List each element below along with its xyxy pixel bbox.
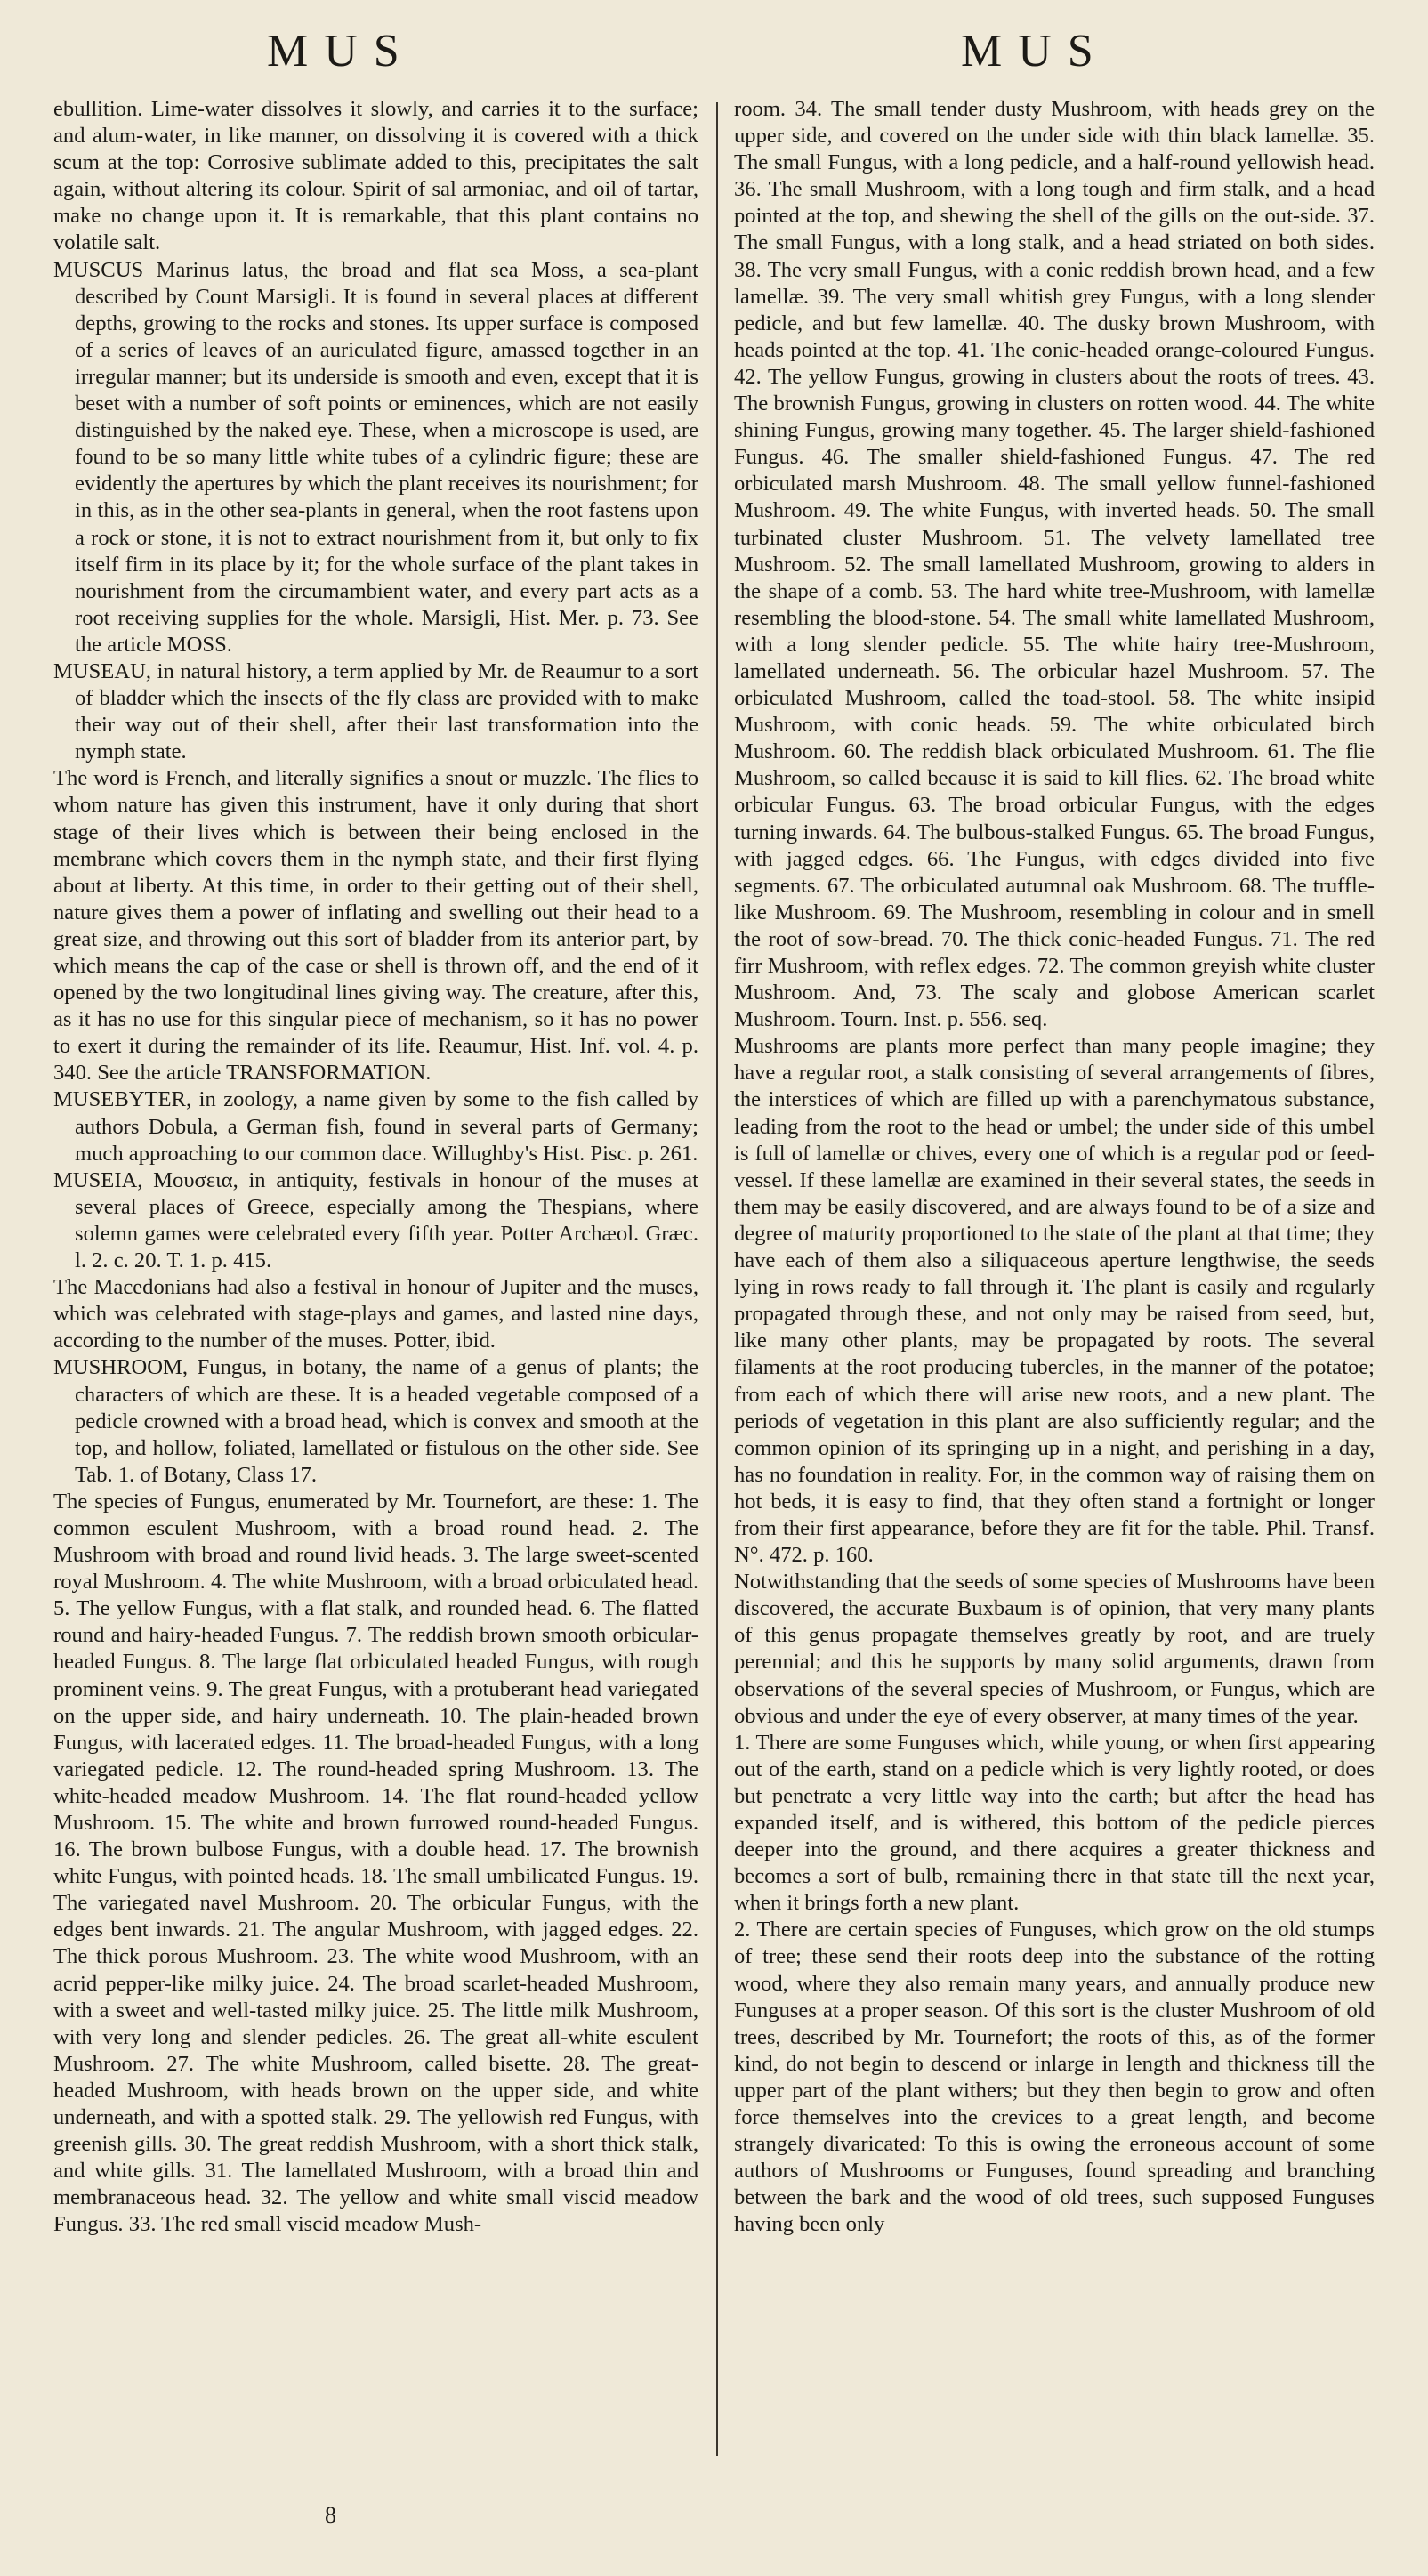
paragraph: ebullition. Lime-water dissolves it slowly, and carries it to the surface; and alum-water, in like manner, on dissolving it is covered with a thick scum at the top: Corrosive sublimate added to this, precipitates the salt again, without altering its colour. Spirit of sal armoniac, and oil of tartar, make no change upon it. It is remarkable, that this plant contains no volatile salt. — [53, 97, 698, 255]
paragraph: room. 34. The small tender dusty Mushroom, with heads grey on the upper side, and covered on the under side with thin black lamellæ. 35. The small Fungus, with a long pedicle, and a half-round yellowish head. 36. The small Mushroom, with a long tough and firm stalk, and a head pointed at the top, and shewing the shell of the gills on the out-side. 37. The small Fungus, with a long stalk, and a head striated on both sides. 38. The very small Fungus, with a conic reddish brown head, and a few lamellæ. 39. The very small whitish grey Fungus, with a long slender pedicle, and but few lamellæ. 40. The dusky brown Mushroom, with heads pointed at the top. 41. The conic-headed orange-coloured Fungus. 42. The yellow Fungus, growing in clusters about the roots of trees. 43. The brownish Fungus, growing in clusters on rotten wood. 44. The white shining Fungus, growing many together. 45. The larger shield-fashioned Fungus. 46. The smaller shield-fashioned Fungus. 47. The red orbiculated marsh Mushroom. 48. The small yellow funnel-fashioned Mushroom. 49. The white Fungus, with inverted heads. 50. The small turbinated cluster Mushroom. 51. The velvety lamellated tree Mushroom. 52. The small lamellated Mushroom, growing to alders in the shape of a comb. 53. The hard white tree-Mushroom, with lamellæ resembling the blood-stone. 54. The small white lamellated Mushroom, with a long slender pedicle. 55. The white hairy tree-Mushroom, lamellated underneath. 56. The orbicular hazel Mushroom. 57. The orbiculated Mushroom, called the toad-stool. 58. The white insipid Mushroom, with conic heads. 59. The white orbiculated birch Mushroom. 60. The reddish black orbiculated Mushroom. 61. The flie Mushroom, so called because it is said to kill flies. 62. The broad white orbicular Fungus. 63. The broad orbicular Fungus, with the edges turning inwards. 64. The bulbous-stalked Fungus. 65. The broad Fungus, with jagged edges. 66. The Fungus, with edges divided into five segments. 67. The orbiculated autumnal oak Mushroom. 68. The truffle-like Mushroom. 69. The Mushroom, resembling in colour and in smell the root of sow-bread. 70. The thick conic-headed Fungus. 71. The red firr Mushroom, with reflex edges. 72. The common greyish white cluster Mushroom. And, 73. The scaly and globose American scarlet Mushroom. Tourn. Inst. p. 556. seq. — [734, 97, 1375, 1032]
paragraph: The Macedonians had also a festival in honour of Jupiter and the muses, which was celebrated with stage-plays and games, and lasted nine days, according to the number of the muses. Potter, ibid. — [53, 1275, 698, 1353]
right-column — [734, 96, 1375, 2239]
running-head-right: MUS — [961, 26, 1109, 77]
paragraph: 2. There are certain species of Funguses, which grow on the old stumps of tree; these send their roots deep into the substance of the rotting wood, where they also remain many years, and annually produce new Funguses at a proper season. Of this sort is the cluster Mushroom of old trees, described by Mr. Tournefort; the roots of this, as of the former kind, do not begin to descend or inlarge in length and thickness till the upper part of the plant withers; but they then begin to grow and often force themselves into the crevices to a great length, and become strangely divaricated: To this is owing the erroneous account of some authors of Mushrooms or Funguses, found spreading and branching between the bark and the wood of old trees, such supposed Funguses having been only — [734, 1918, 1375, 2237]
left-column — [53, 96, 698, 2239]
entry-muscus: MUSCUS Marinus latus, the broad and flat sea Moss, a sea-plant described by Count Marsigli. It is found in several places at different depths, growing to the rocks and stones. Its upper surface is composed of a series of leaves of an auriculated figure, amassed together in an irregular manner; but its underside is smooth and even, except that it is beset with a number of soft points or eminences, which are not easily distinguished by the naked eye. These, when a microscope is used, are found to be so many little white tubes of a cylindric figure; these are evidently the apertures by which the plant receives its nourishment; for in this, as in the other sea-plants in general, when the root fastens upon a rock or stone, it is not to extract nourishment from it, but only to fix itself firm in its place by it; for the whole surface of the plant takes in nourishment from the circumambient water, and every part acts as a root receiving supplies for the whole. Marsigli, Hist. Mer. p. 73. See the article MOSS. — [53, 257, 698, 657]
signature-mark: 8 — [325, 2502, 336, 2528]
entry-museau: MUSEAU, in natural history, a term applied by Mr. de Reaumur to a sort of bladder which the insects of the fly class are provided with to make their way out of their shell, after their last transformation into the nymph state. — [53, 658, 698, 764]
entry-musebyter: MUSEBYTER, in zoology, a name given by some to the fish called by authors Dobula, a German fish, found in several parts of Germany; much approaching to our common dace. Willughby's Hist. Pisc. p. 261. — [53, 1087, 698, 1166]
entry-museia: MUSEIA, Μουσεια, in antiquity, festivals in honour of the muses at several places of Greece, especially among the Thespians, where solemn games were celebrated every fifth year. Potter Archæol. Græc. l. 2. c. 20. T. 1. p. 415. — [53, 1167, 698, 1273]
paragraph: The species of Fungus, enumerated by Mr. Tournefort, are these: 1. The common esculent Mushroom, with a broad round head. 2. The Mushroom with broad and round livid heads. 3. The large sweet-scented royal Mushroom. 4. The white Mushroom, with a broad orbiculated head. 5. The yellow Fungus, with a flat stalk, and rounded head. 6. The flatted round and hairy-headed Fungus. 7. The reddish brown smooth orbicular-headed Fungus. 8. The large flat orbiculated headed Fungus, with rough prominent veins. 9. The great Fungus, with a protuberant head variegated on the upper side, and hairy underneath. 10. The plain-headed brown Fungus, with lacerated edges. 11. The broad-headed Fungus, with a long variegated pedicle. 12. The round-headed spring Mushroom. 13. The white-headed meadow Mushroom. 14. The flat round-headed yellow Mushroom. 15. The white and brown furrowed round-headed Fungus. 16. The brown bulbose Fungus, with a double head. 17. The brownish white Fungus, with pointed heads. 18. The small umbilicated Fungus. 19. The variegated navel Mushroom. 20. The orbicular Fungus, with the edges bent inwards. 21. The angular Mushroom, with jagged edges. 22. The thick porous Mushroom. 23. The white wood Mushroom, with an acrid pepper-like milky juice. 24. The broad scarlet-headed Mushroom, with a sweet and well-tasted milky juice. 25. The little milk Mushroom, with very long and slender pedicles. 26. The great all-white esculent Mushroom. 27. The white Mushroom, called bisette. 28. The great-headed Mushroom, with heads brown on the upper side, and white underneath, and with a spotted stalk. 29. The yellowish red Fungus, with greenish gills. 30. The great reddish Mushroom, with a short thick stalk, and white gills. 31. The lamellated Mushroom, with a broad thin and membranaceous head. 32. The yellow and white small viscid meadow Fungus. 33. The red small viscid meadow Mush- — [53, 1489, 698, 2237]
paragraph: The word is French, and literally signifies a snout or muzzle. The flies to whom nature has given this instrument, have it only during that short stage of their lives which is between their being enclosed in the membrane which covers them in the nymph state, and their first flying about at liberty. At this time, in order to their getting out of their shell, nature gives them a power of inflating and swelling out their head to a great size, and throwing out this sort of bladder from its anterior part, by which means the cap of the case or shell is thrown off, and the end of it opened by the two longitudinal lines giving way. The creature, after this, as it has no use for this singular piece of mechanism, so it has no power to exert it during the remainder of its life. Reaumur, Hist. Inf. vol. 4. p. 340. See the article TRANSFORMATION. — [53, 766, 698, 1086]
paragraph: Mushrooms are plants more perfect than many people imagine; they have a regular root, a stalk consisting of several arrangements of fibres, the interstices of which are filled up with a parenchymatous substance, leading from the root to the head or umbel; the under side of this umbel is full of lamellæ or chives, every one of which is a regular pod or feed-vessel. If these lamellæ are examined in their several states, the seeds in them may be easily discovered, and are always found to be of a size and degree of maturity proportioned to the state of the plant at that time; they have each of them also a siliquaceous aperture lengthwise, the seeds lying in rows ready to fall through it. The plant is easily and regularly propagated through these, and not only may be raised from seed, but, like many other plants, may be propagated by roots. The several filaments at the root producing tubercles, in the manner of the potatoe; from each of which there will arise new roots, and a new plant. The periods of vegetation in this plant are also sufficiently regular; and the common opinion of its springing up in a night, and perishing in a day, has no foundation in reality. For, in the common way of raising them on hot beds, it is easy to find, that they often stand a fortnight or longer from their first appearance, before they are fit for the table. Phil. Transf. N°. 472. p. 160. — [734, 1034, 1375, 1568]
running-head-left: MUS — [267, 26, 415, 77]
paragraph: Notwithstanding that the seeds of some species of Mushrooms have been discovered, the accurate Buxbaum is of opinion, that very many plants of this genus propagate themselves greatly by root, and are truely perennial; and this he supports by many solid arguments, drawn from observations of the several species of Mushroom, or Fungus, which are obvious and under the eye of every observer, at many times of the year. — [734, 1570, 1375, 1728]
column-rule — [716, 102, 718, 2456]
paragraph: 1. There are some Funguses which, while young, or when first appearing out of the earth, stand on a pedicle which is very lightly rooted, or does but penetrate a very little way into the earth; but after the head has expanded itself, and is withered, this bottom of the pedicle pierces deeper into the ground, and there acquires a greater thickness and becomes a sort of bulb, remaining there in that state till the next year, when it brings forth a new plant. — [734, 1730, 1375, 1916]
entry-mushroom: MUSHROOM, Fungus, in botany, the name of a genus of plants; the characters of which are these. It is a headed vegetable composed of a pedicle crowned with a broad head, which is convex and smooth at the top, and hollow, foliated, lamellated or fistulous on the other side. See Tab. 1. of Botany, Class 17. — [53, 1355, 698, 1487]
